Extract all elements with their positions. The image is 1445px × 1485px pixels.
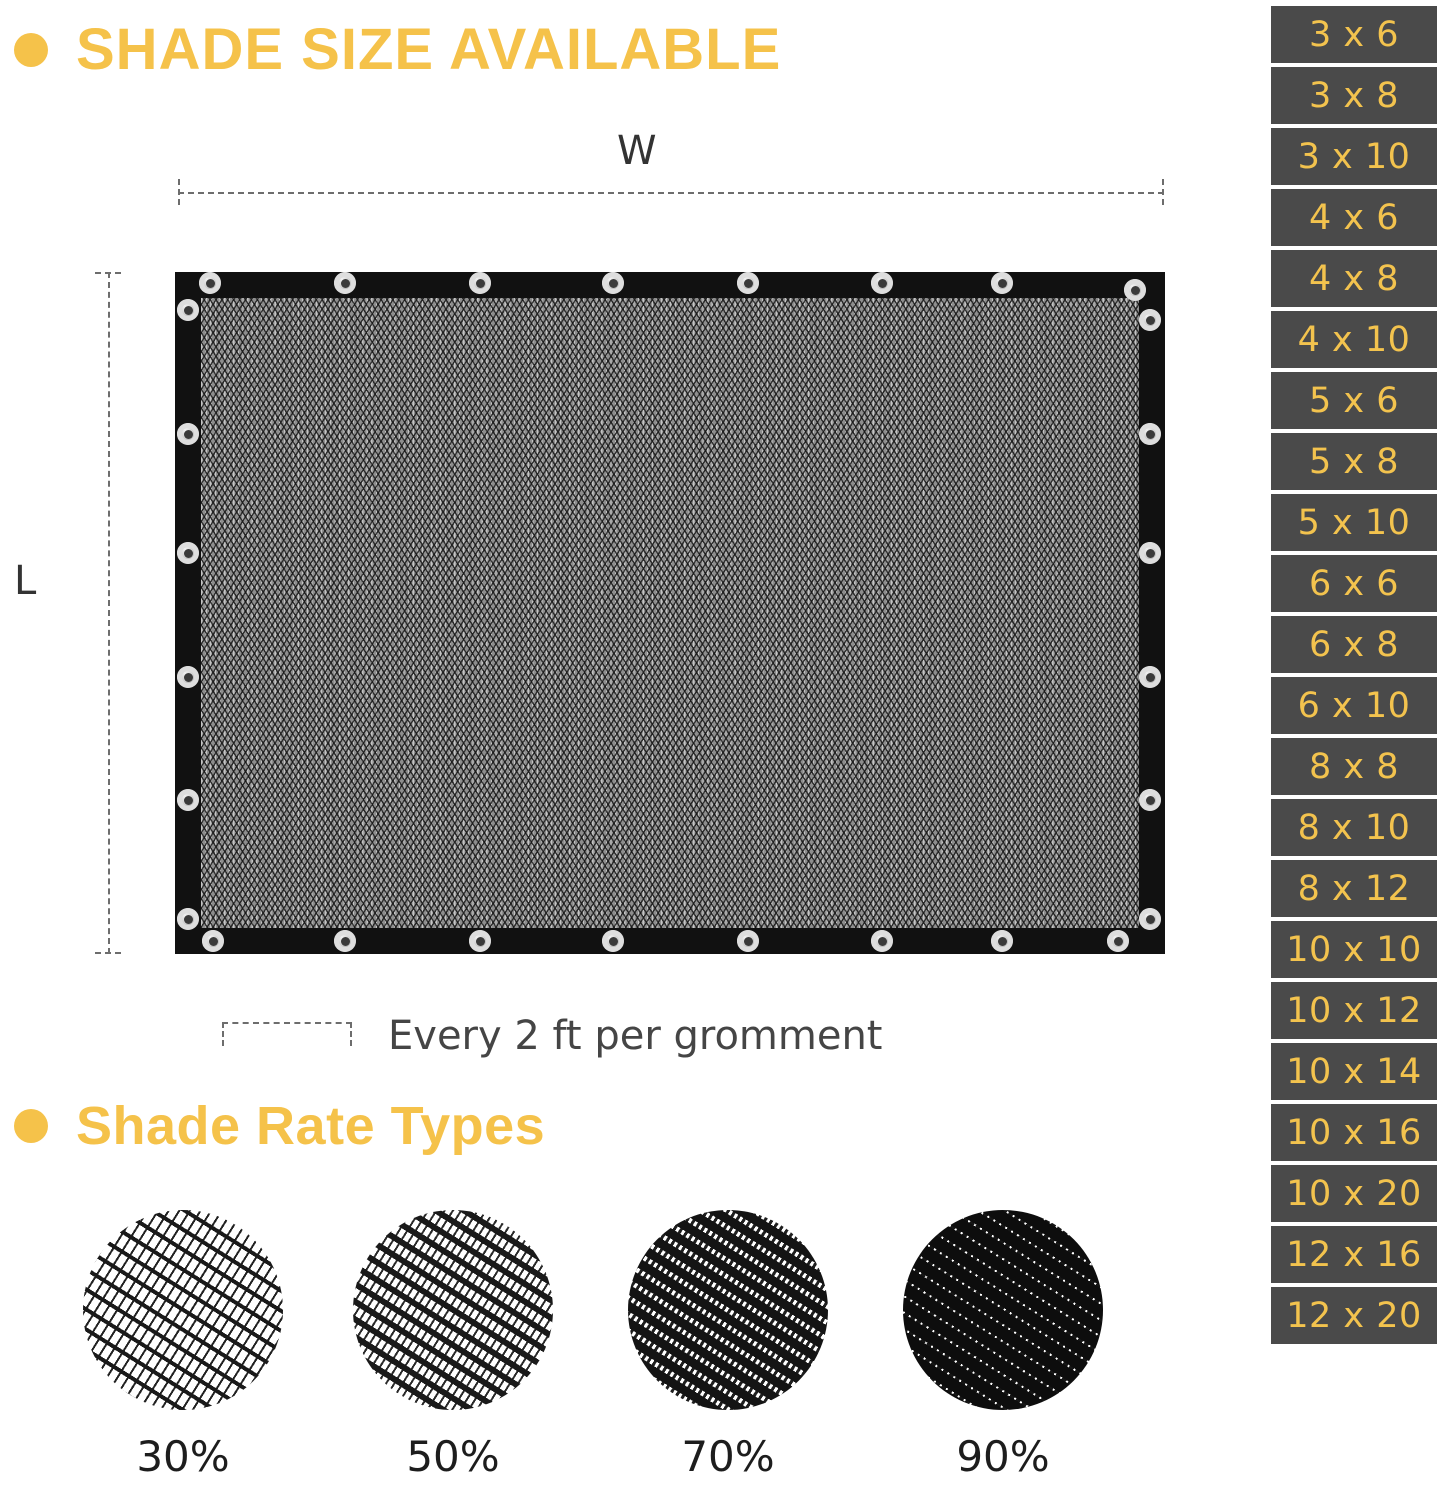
- size-chip[interactable]: 10 x 12: [1271, 982, 1437, 1039]
- grommet: [177, 423, 199, 445]
- bullet-icon: [14, 1109, 48, 1143]
- length-tick-top: [95, 272, 121, 274]
- size-chip[interactable]: 3 x 8: [1271, 67, 1437, 124]
- size-chip[interactable]: 5 x 10: [1271, 494, 1437, 551]
- size-chip[interactable]: 5 x 8: [1271, 433, 1437, 490]
- shade-cloth-panel: [175, 272, 1165, 954]
- shade-rate-label: 70%: [681, 1432, 775, 1481]
- size-chip[interactable]: 12 x 20: [1271, 1287, 1437, 1344]
- grommet: [602, 930, 624, 952]
- size-chip[interactable]: 5 x 6: [1271, 372, 1437, 429]
- size-chip[interactable]: 6 x 6: [1271, 555, 1437, 612]
- width-tick-left: [178, 179, 180, 205]
- size-chip[interactable]: 12 x 16: [1271, 1226, 1437, 1283]
- size-chip[interactable]: 10 x 16: [1271, 1104, 1437, 1161]
- width-tick-right: [1162, 179, 1164, 205]
- grommet: [871, 272, 893, 294]
- grommet: [177, 666, 199, 688]
- grommet: [202, 930, 224, 952]
- grommet: [469, 930, 491, 952]
- shade-rate-label: 50%: [406, 1432, 500, 1481]
- grommet: [1139, 666, 1161, 688]
- size-chip[interactable]: 3 x 6: [1271, 6, 1437, 63]
- mesh-90-swatch: [903, 1210, 1103, 1410]
- grommet: [469, 272, 491, 294]
- grommet-spacing-bracket: [222, 1022, 352, 1046]
- grommet: [177, 789, 199, 811]
- shade-rate-title: [14, 1098, 545, 1154]
- grommet: [334, 272, 356, 294]
- length-dimension-label: L: [14, 558, 37, 604]
- grommet: [199, 272, 221, 294]
- shade-rate-label: 90%: [956, 1432, 1050, 1481]
- grommet: [991, 272, 1013, 294]
- size-chip[interactable]: 8 x 10: [1271, 799, 1437, 856]
- grommet: [1139, 423, 1161, 445]
- size-chip[interactable]: 10 x 14: [1271, 1043, 1437, 1100]
- mesh-50-swatch: [353, 1210, 553, 1410]
- grommet-spacing-note: Every 2 ft per gromment: [388, 1013, 883, 1059]
- grommet: [602, 272, 624, 294]
- grommet: [177, 542, 199, 564]
- size-chip[interactable]: 4 x 6: [1271, 189, 1437, 246]
- size-chip[interactable]: 8 x 8: [1271, 738, 1437, 795]
- size-chip[interactable]: 6 x 10: [1271, 677, 1437, 734]
- shade-rate-item: [623, 1210, 833, 1481]
- shade-rate-label: 30%: [136, 1432, 230, 1481]
- grommet: [871, 930, 893, 952]
- width-dimension-line: [178, 192, 1164, 194]
- shade-rate-title-text: Shade Rate Types: [76, 1096, 546, 1156]
- grommet: [737, 930, 759, 952]
- size-chip[interactable]: 10 x 10: [1271, 921, 1437, 978]
- shade-rate-item: [78, 1210, 288, 1481]
- length-dimension-line: [108, 272, 110, 954]
- page-title-text: SHADE SIZE AVAILABLE: [76, 17, 782, 82]
- grommet: [1139, 309, 1161, 331]
- grommet: [737, 272, 759, 294]
- size-chip[interactable]: 10 x 20: [1271, 1165, 1437, 1222]
- mesh-30-swatch: [83, 1210, 283, 1410]
- grommet: [334, 930, 356, 952]
- size-chip[interactable]: 4 x 8: [1271, 250, 1437, 307]
- grommet: [1139, 542, 1161, 564]
- grommet: [1139, 789, 1161, 811]
- size-list: [1271, 6, 1437, 1344]
- width-dimension-label: W: [617, 128, 657, 174]
- grommet: [991, 930, 1013, 952]
- size-chip[interactable]: 6 x 8: [1271, 616, 1437, 673]
- mesh-fabric: [201, 298, 1139, 928]
- grommet: [1124, 279, 1146, 301]
- shade-rate-item: [348, 1210, 558, 1481]
- size-chip[interactable]: 3 x 10: [1271, 128, 1437, 185]
- size-chip[interactable]: 4 x 10: [1271, 311, 1437, 368]
- mesh-70-swatch: [628, 1210, 828, 1410]
- shade-rate-item: [898, 1210, 1108, 1481]
- grommet: [1139, 908, 1161, 930]
- grommet: [177, 908, 199, 930]
- size-chip[interactable]: 8 x 12: [1271, 860, 1437, 917]
- grommet: [177, 299, 199, 321]
- shade-rate-list: [0, 1210, 1260, 1485]
- grommet: [1107, 930, 1129, 952]
- length-tick-bottom: [95, 952, 121, 954]
